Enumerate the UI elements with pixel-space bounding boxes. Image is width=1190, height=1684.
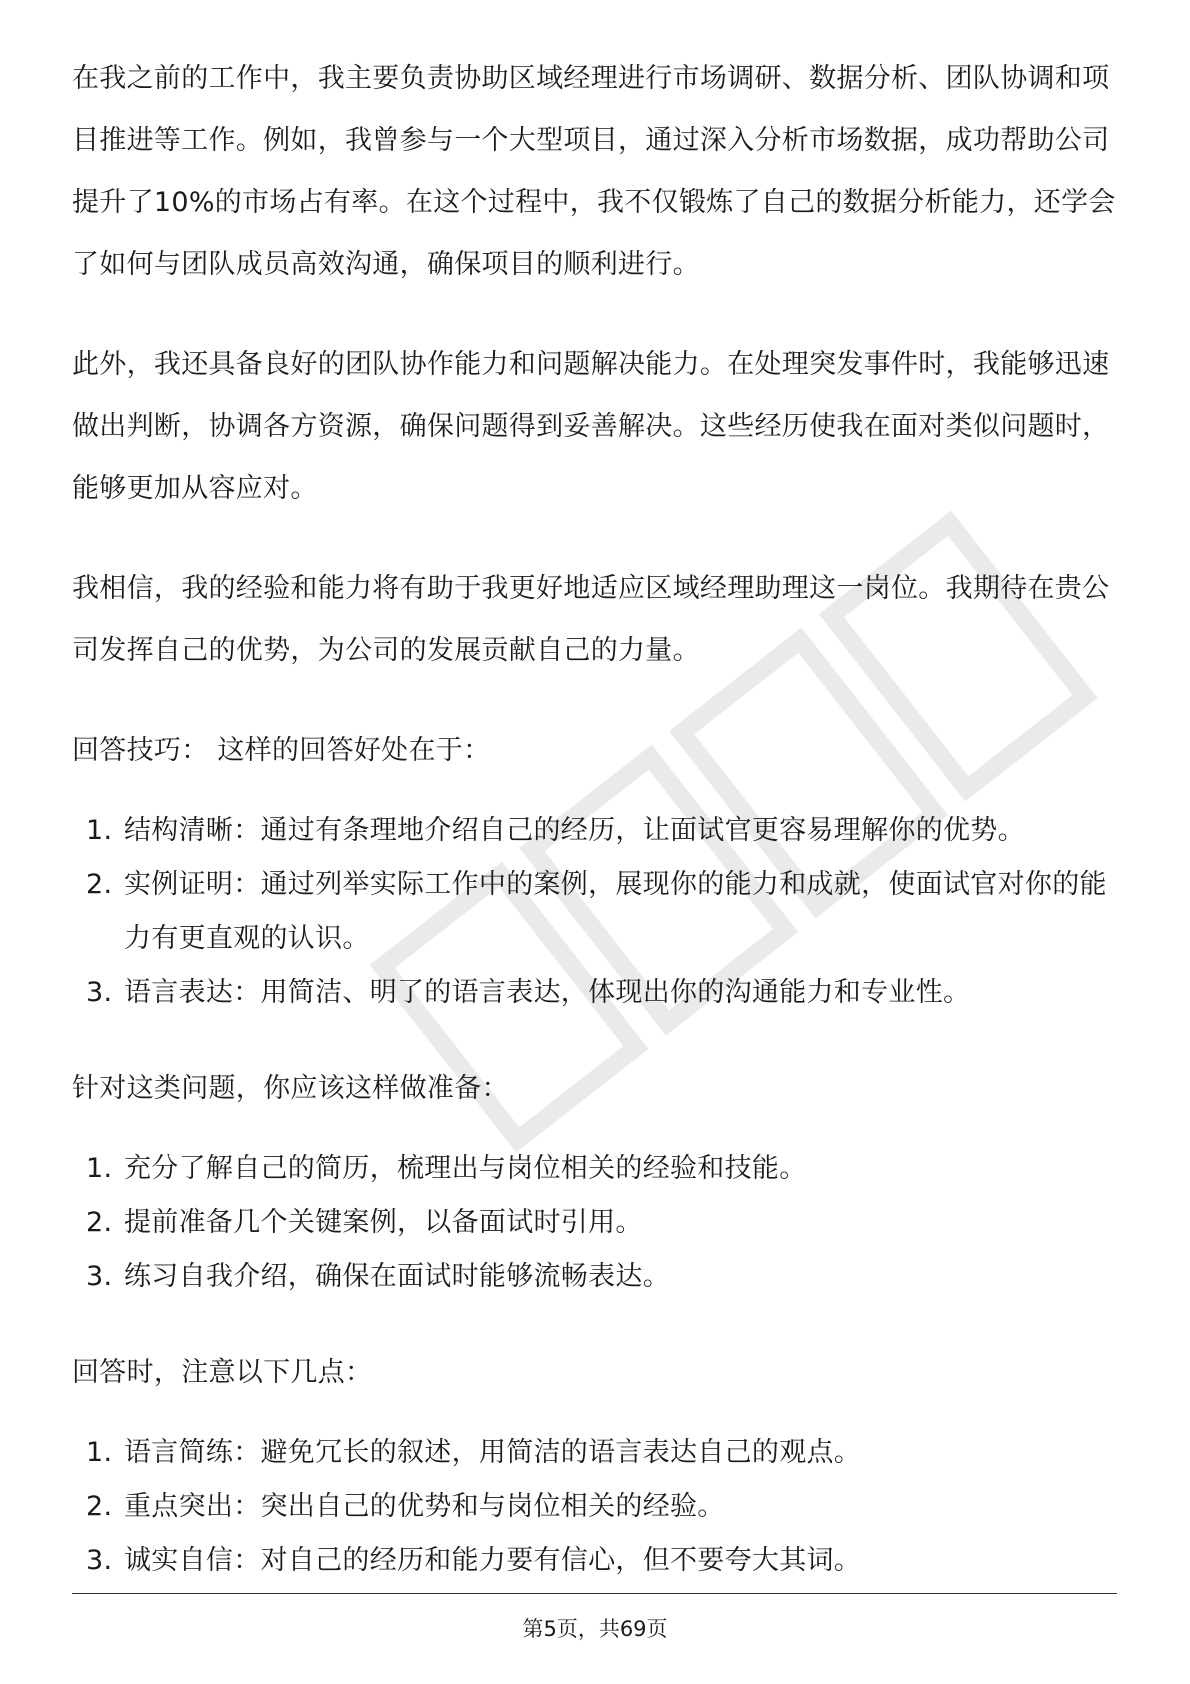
list-item-text: 充分了解自己的简历，梳理出与岗位相关的经验和技能。 bbox=[124, 1153, 807, 1184]
list-item-number: 1. bbox=[86, 815, 113, 846]
list-item-number: 1. bbox=[86, 1153, 113, 1184]
list-item-text: 实例证明：通过列举实际工作中的案例，展现你的能力和成就，使面试官对你的能力有更直观的认识。 bbox=[124, 869, 1107, 954]
paragraph-conclusion: 我相信，我的经验和能力将有助于我更好地适应区域经理助理这一岗位。我期待在贵公司发挥自己的优势，为公司的发展贡献自己的力量。 bbox=[72, 573, 1110, 666]
list-item-number: 1. bbox=[86, 1437, 113, 1468]
notes-list bbox=[72, 1426, 1117, 1588]
list-item bbox=[72, 858, 1117, 966]
list-item bbox=[72, 1196, 1117, 1250]
list-item-text: 提前准备几个关键案例，以备面试时引用。 bbox=[124, 1207, 643, 1238]
list-item-number: 3. bbox=[86, 1261, 113, 1292]
prep-heading: 针对这类问题，你应该这样做准备： bbox=[72, 1073, 509, 1104]
document-body bbox=[72, 48, 1117, 1588]
list-item bbox=[72, 966, 1117, 1020]
list-item-text: 练习自我介绍，确保在面试时能够流畅表达。 bbox=[124, 1261, 670, 1292]
tips-heading: 回答技巧： 这样的回答好处在于： bbox=[72, 735, 491, 766]
footer-divider bbox=[72, 1593, 1117, 1594]
list-item-text: 结构清晰：通过有条理地介绍自己的经历，让面试官更容易理解你的优势。 bbox=[124, 815, 1025, 846]
list-item bbox=[72, 804, 1117, 858]
list-item bbox=[72, 1426, 1117, 1480]
list-item bbox=[72, 1534, 1117, 1588]
list-item-number: 3. bbox=[86, 977, 113, 1008]
prep-list bbox=[72, 1142, 1117, 1304]
list-item-text: 诚实自信：对自己的经历和能力要有信心，但不要夸大其词。 bbox=[124, 1545, 862, 1576]
list-item bbox=[72, 1480, 1117, 1534]
list-item-number: 3. bbox=[86, 1545, 113, 1576]
list-item bbox=[72, 1250, 1117, 1304]
list-item-number: 2. bbox=[86, 869, 113, 900]
paragraph-teamwork: 此外，我还具备良好的团队协作能力和问题解决能力。在处理突发事件时，我能够迅速做出判断，协调各方资源，确保问题得到妥善解决。这些经历使我在面对类似问题时，能够更加从容应对。 bbox=[72, 349, 1110, 504]
list-item-text: 语言简练：避免冗长的叙述，用简洁的语言表达自己的观点。 bbox=[124, 1437, 862, 1468]
list-item-number: 2. bbox=[86, 1207, 113, 1238]
tips-list bbox=[72, 804, 1117, 1020]
list-item bbox=[72, 1142, 1117, 1196]
list-item-text: 重点突出：突出自己的优势和与岗位相关的经验。 bbox=[124, 1491, 725, 1522]
list-item-text: 语言表达：用简洁、明了的语言表达，体现出你的沟通能力和专业性。 bbox=[124, 977, 971, 1008]
page-number: 第5页，共69页 bbox=[522, 1617, 668, 1641]
paragraph-experience: 在我之前的工作中，我主要负责协助区域经理进行市场调研、数据分析、团队协调和项目推进等工作。例如，我曾参与一个大型项目，通过深入分析市场数据，成功帮助公司提升了10%的市场占有率。在这个过程中，我不仅锻炼了自己的数据分析能力，还学会了如何与团队成员高效沟通，确保项目的顺利进行。 bbox=[72, 63, 1116, 280]
notes-heading: 回答时，注意以下几点： bbox=[72, 1357, 373, 1388]
list-item-number: 2. bbox=[86, 1491, 113, 1522]
